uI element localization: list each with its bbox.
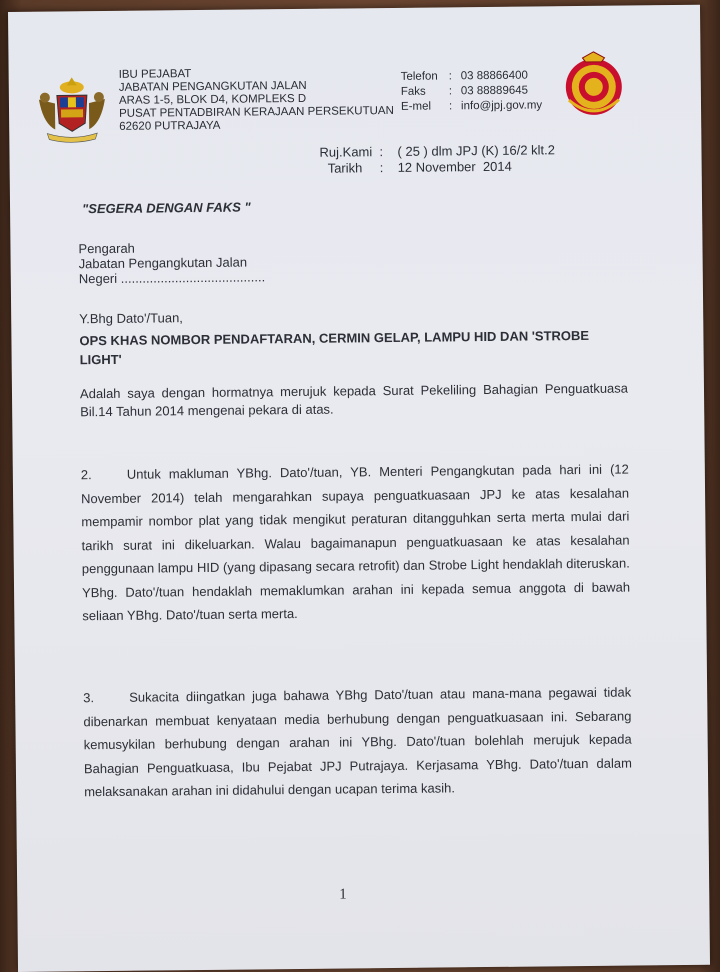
contact-label: Faks [400,85,426,98]
malaysia-coat-of-arms-icon [33,73,112,146]
paragraph-3 [83,681,632,804]
urgent-notice: "SEGERA DENGAN FAKS " [81,199,251,217]
addressee-line: Pengarah [78,240,135,257]
contact-phone [401,68,542,84]
letterhead-contacts [401,68,543,114]
letter-page [8,5,710,972]
ruj-label: Ruj.Kami [319,144,373,160]
address-line: 62620 PUTRAJAYA [119,119,221,133]
subject-heading: OPS KHAS NOMBOR PENDAFTARAN, CERMIN GELAP, LAMPU HID DAN 'STROBE LIGHT' [79,327,590,368]
paragraph-1: Adalah saya dengan hormatnya merujuk kepada Surat Pekeliling Bahagian Penguatkuasa Bil.14 Tahun 2014 mengenai pekara di atas. [79,380,629,420]
salutation: Y.Bhg Dato'/Tuan, [79,310,183,327]
contact-label: E-mel [400,100,432,113]
date-row [320,158,556,176]
paragraph-text: Untuk makluman YBhg. Dato'/tuan, YB. Menteri Pengangkutan pada hari ini (12 November 2014) telah mengarahkan supaya penguatkuasaan JPJ ke atas kesalahan mempamir nombor plat yang tidak mengikut peraturan ditangguhkan serta merta mulai dari tarikh surat ini dikeluarkan. Walau bagaimanapun penguatkuasaan ke atas kesalahan penggunaan lampu HID (yang dipasang secara retrofit) dan Strobe Light hendaklah diteruskan. YBhg. Dato'/tuan hendaklah memaklumkan arahan ini kepada semua anggota di bawah seliaan YBhg. Dato'/tuan serta merta. [81,461,631,624]
jpj-seal-icon [558,50,629,121]
address-line: PUSAT PENTADBIRAN KERAJAAN PERSEKUTUAN [119,104,394,120]
contact-label: Telefon [400,70,438,83]
tarikh-value: 12 November 2014 [397,158,512,175]
addressee-line: Jabatan Pengangkutan Jalan [78,254,248,272]
contact-colon: : [448,85,453,98]
letterhead-address [119,66,394,134]
tarikh-label: Tarikh [327,160,363,176]
paragraph-text: Sukacita diingatkan juga bahawa YBhg Dato'/tuan atau mana-mana pegawai tidak dibenarkan membuat kenyataan media berhubung dengan penguatkuasaan ini. Sebarang kemusykilan berhubung dengan arahan ini YBhg. Dato'/tuan bolehlah merujuk kepada Bahagian Penguatkuasa, Ibu Pejabat JPJ Putrajaya. Kerjasama YBhg. Dato'/tuan dalam melaksanakan arahan ini didahului dengan ucapan terima kasih. [83,684,632,800]
ruj-colon: : [379,144,384,160]
contact-colon: : [448,100,453,113]
page-number: 1 [339,886,347,903]
tarikh-colon: : [379,160,384,176]
address-line: ARAS 1-5, BLOK D4, KOMPLEKS D [118,92,307,107]
contact-fax [401,83,542,99]
addressee-line: Negeri ........................................ [78,269,266,287]
contact-colon: : [448,70,452,83]
contact-value: 03 88889645 [460,84,529,98]
address-line: JABATAN PENGANGKUTAN JALAN [118,79,307,94]
paragraph-number: 2. [80,467,92,483]
reference-row [319,142,555,160]
address-line: IBU PEJABAT [118,68,192,81]
contact-email [401,98,542,114]
ruj-value: ( 25 ) dlm JPJ (K) 16/2 klt.2 [397,142,556,159]
contact-value: 03 88866400 [460,69,528,83]
reference-block [319,142,555,176]
contact-value: info@jpj.gov.my [460,99,543,113]
paragraph-number: 3. [83,690,95,706]
paragraph-2 [81,458,631,628]
addressee-block [78,239,265,286]
